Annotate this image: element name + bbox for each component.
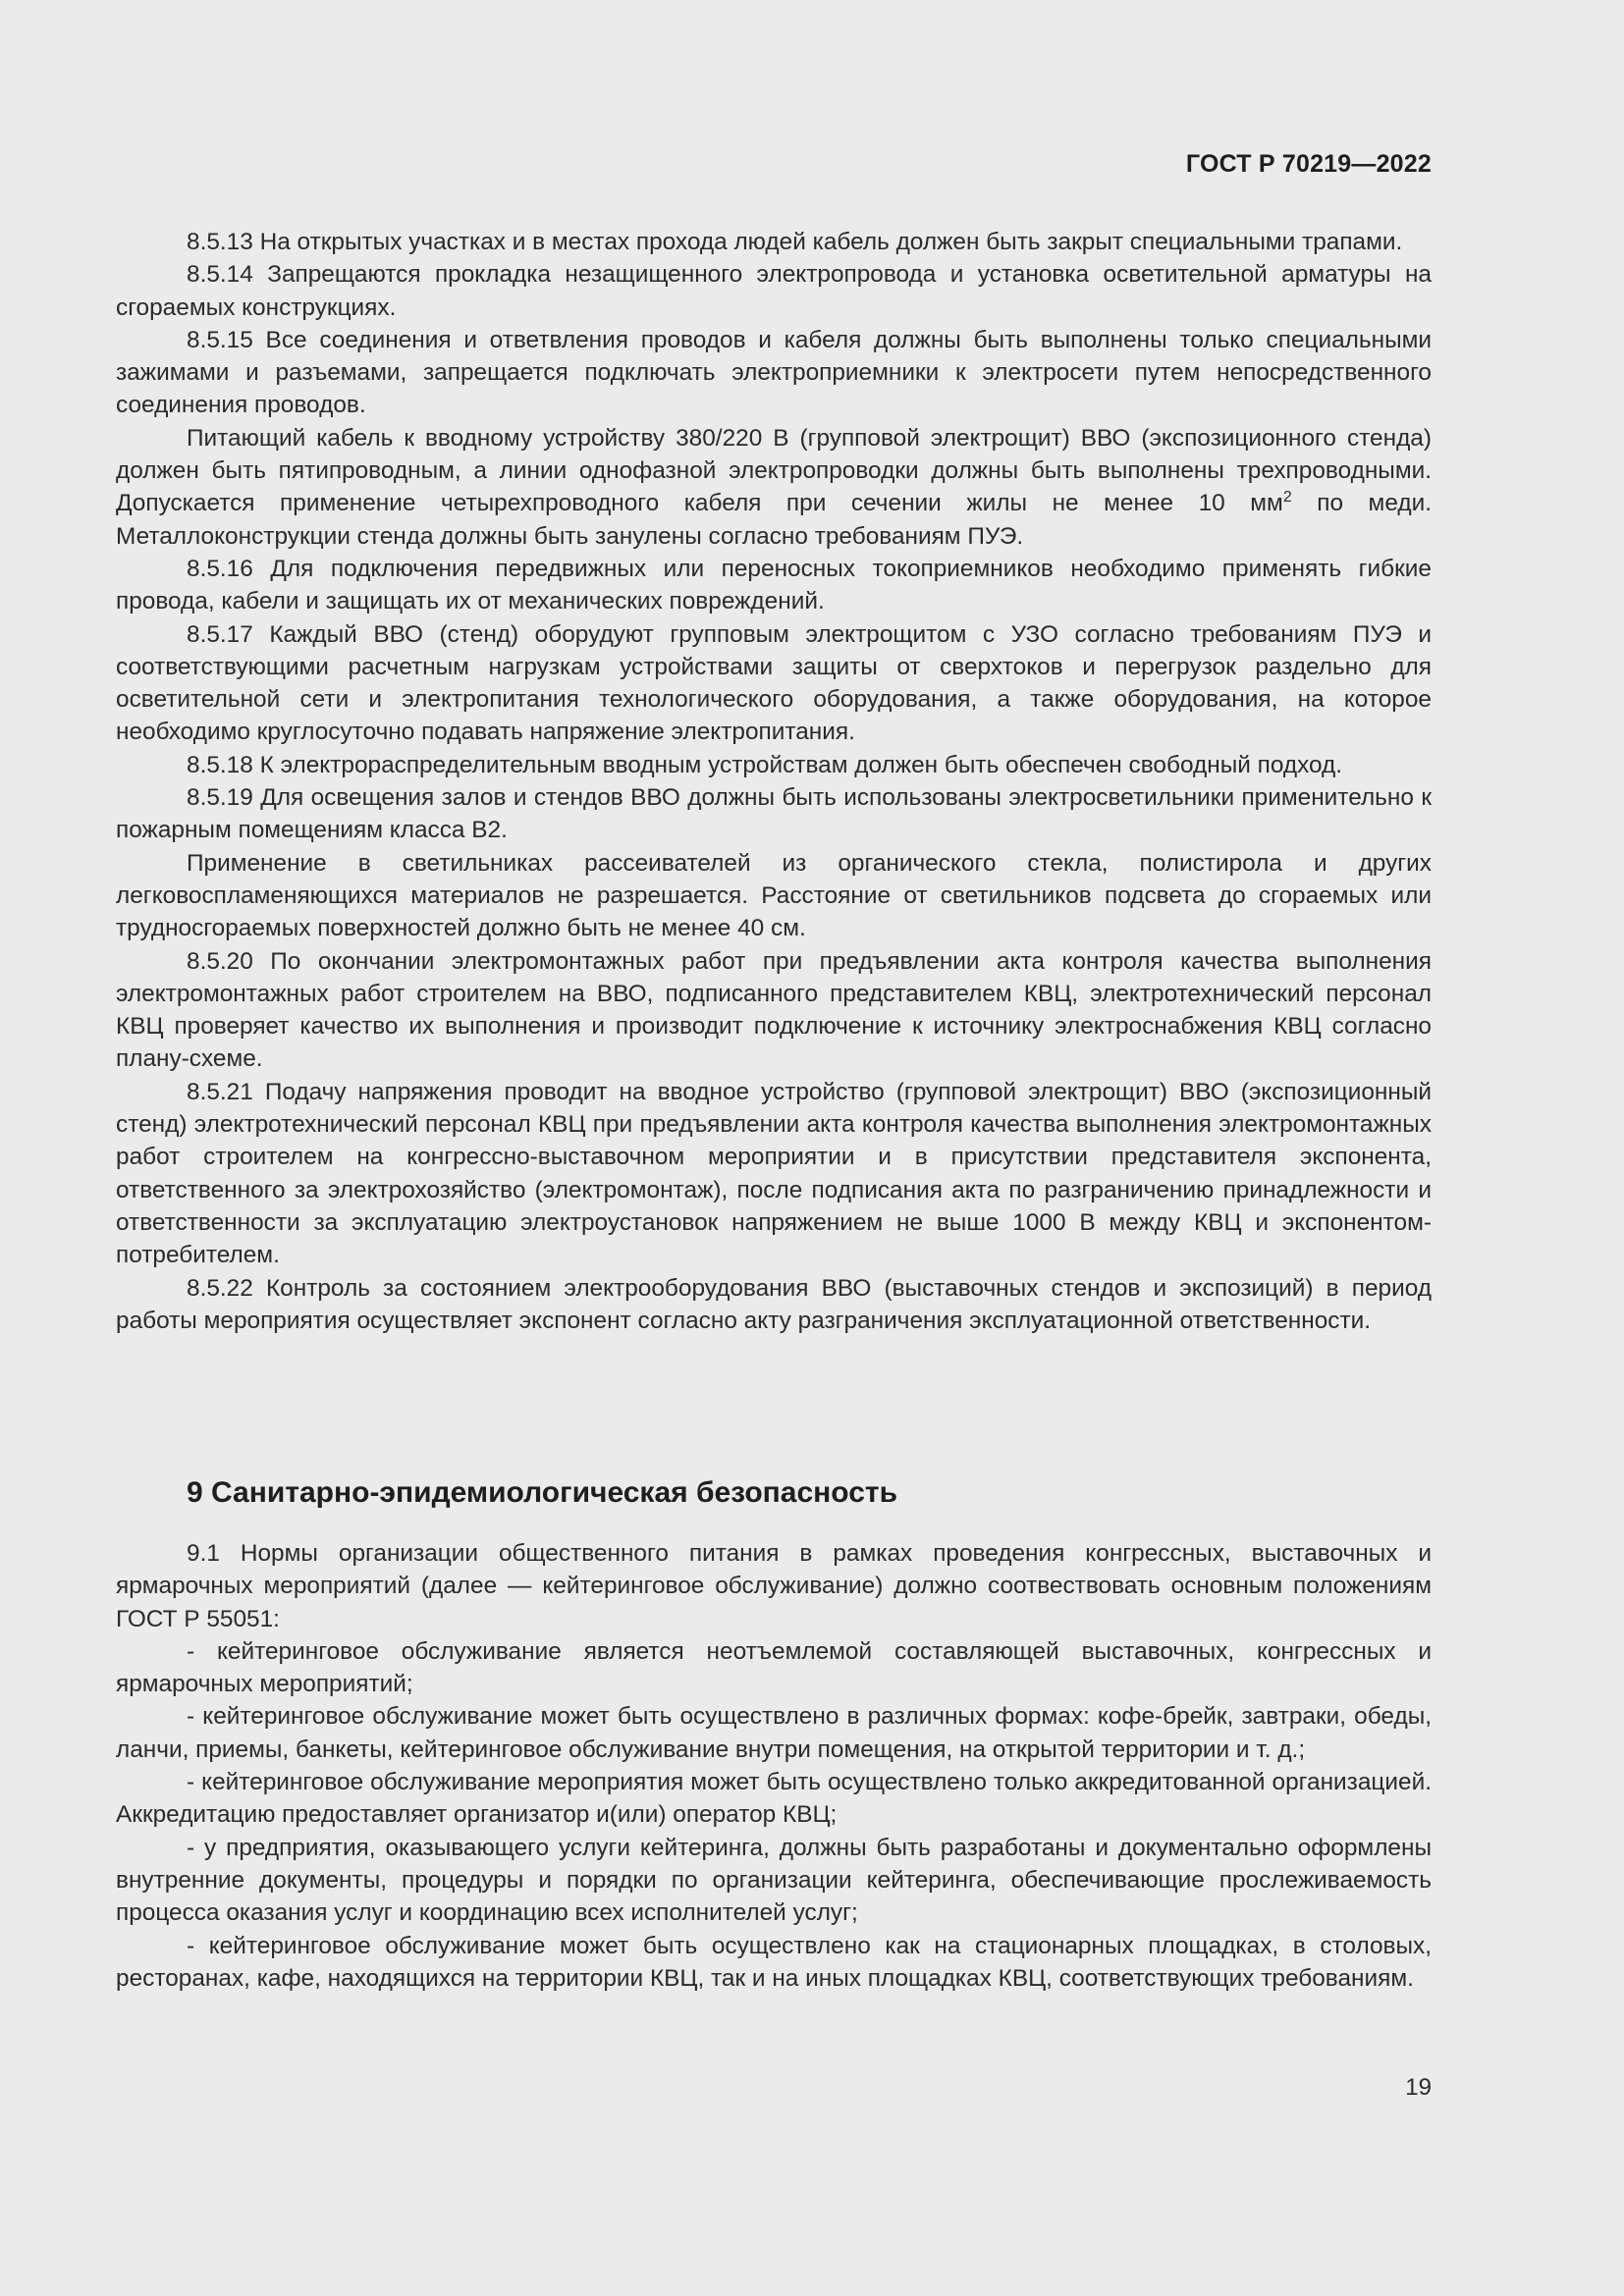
list-item-catering-accreditation: - кейтеринговое обслуживание мероприятия может быть осуществлено только аккредитованной организацией. Аккредитацию предоставляет организатор и(или) оператор КВЦ; [116, 1769, 1432, 1829]
section-9-body [116, 1537, 1432, 1995]
paragraph-8-5-14: 8.5.14 Запрещаются прокладка незащищенного электропровода и установка осветительной арматуры на сгораемых конструкциях. [116, 261, 1432, 321]
paragraph-8-5-21: 8.5.21 Подачу напряжения проводит на вводное устройство (групповой электрощит) ВВО (экспозиционный стенд) электротехнический персонал КВЦ при предъявлении акта контроля качества выполнения электромонтажных работ строителем на конгрессно-выставочном мероприятии и в присутствии представителя экспонента, ответственного за электрохозяйство (электромонтаж), после подписания акта по разграничению принадлежности и ответственности за эксплуатацию электроустановок напряжением не выше 1000 В между КВЦ и экспонентом-потребителем. [116, 1078, 1432, 1269]
list-item-catering-forms: - кейтеринговое обслуживание может быть осуществлено в различных формах: кофе-брейк, завтраки, обеды, ланчи, приемы, банкеты, кейтеринговое обслуживание внутри помещения, на открытой территории и т. д.; [116, 1703, 1432, 1763]
superscript-squared: 2 [1282, 489, 1292, 507]
paragraph-8-5-20: 8.5.20 По окончании электромонтажных работ при предъявлении акта контроля качества выполнения электромонтажных работ строителем на ВВО, подписанного представителем КВЦ, электротехнический персонал КВЦ проверяет качество их выполнения и производит подключение к источнику электроснабжения КВЦ согласно плану-схеме. [116, 947, 1432, 1073]
document-page [116, 0, 1432, 2296]
paragraph-8-5-18: 8.5.18 К электрораспределительным вводным устройствам должен быть обеспечен свободный подход. [187, 751, 1343, 778]
list-item-catering-venues: - кейтеринговое обслуживание может быть осуществлено как на стационарных площадках, в столовых, ресторанах, кафе, находящихся на территории КВЦ, так и на иных площадках КВЦ, соответствующих требованиям. [116, 1932, 1432, 1992]
paragraph-8-5-22: 8.5.22 Контроль за состоянием электрооборудования ВВО (выставочных стендов и экспозиций) в период работы мероприятия осуществляет экспонент согласно акту разграничения эксплуатационной ответственности. [116, 1274, 1432, 1334]
page-number: 19 [1405, 2074, 1432, 2101]
paragraph-lighting-materials: Применение в светильниках рассеивателей из органического стекла, полистирола и других легковоспламеняющихся материалов не разрешается. Расстояние от светильников подсвета до сгораемых или трудносгораемых поверхностей должно быть не менее 40 см. [116, 849, 1432, 942]
cable-text-part-2: по меди. Металлоконструкции стенда должны быть занулены согласно требованиям ПУЭ. [116, 490, 1432, 550]
cable-text-part-1: Питающий кабель к вводному устройству 380/220 В (групповой электрощит) ВВО (экспозиционного стенда) должен быть пятипроводным, а линии однофазной электропроводки должны быть выполнены трехпроводными. Допускается применение четырехпроводного кабеля при сечении жилы не менее 10 мм [116, 424, 1432, 517]
section-9-heading: 9 Санитарно-эпидемиологическая безопасность [187, 1476, 898, 1509]
paragraph-8-5-19: 8.5.19 Для освещения залов и стендов ВВО должны быть использованы электросветильники применительно к пожарным помещениям класса В2. [116, 784, 1432, 844]
paragraph-8-5-15: 8.5.15 Все соединения и ответвления проводов и кабеля должны быть выполнены только специальными зажимами и разъемами, запрещается подключать электроприемники к электросети путем непосредственного соединения проводов. [116, 326, 1432, 419]
paragraph-9-1: 9.1 Нормы организации общественного питания в рамках проведения конгрессных, выставочных и ярмарочных мероприятий (далее — кейтеринговое обслуживание) должно соотвествовать основным положениям ГОСТ Р 55051: [116, 1540, 1432, 1632]
section-8-5-body [116, 226, 1432, 1337]
list-item-catering-integral: - кейтеринговое обслуживание является неотъемлемой составляющей выставочных, конгрессных и ярмарочных мероприятий; [116, 1637, 1432, 1698]
paragraph-8-5-17: 8.5.17 Каждый ВВО (стенд) оборудуют групповым электрощитом с УЗО согласно требованиям ПУЭ и соответствующими расчетным нагрузкам устройствами защиты от сверхтоков и перегрузок раздельно для осветительной сети и электропитания технологического оборудования, а также оборудования, на которое необходимо круглосуточно подавать напряжение электропитания. [116, 620, 1432, 746]
paragraph-cable-requirements [116, 422, 1432, 553]
list-item-catering-documents: - у предприятия, оказывающего услуги кейтеринга, должны быть разработаны и документально оформлены внутренние документы, процедуры и порядки по организации кейтеринга, обеспечивающие прослеживаемость процесса оказания услуг и координацию всех исполнителей услуг; [116, 1834, 1432, 1927]
paragraph-8-5-13: 8.5.13 На открытых участках и в местах прохода людей кабель должен быть закрыт специальными трапами. [187, 229, 1403, 255]
paragraph-8-5-16: 8.5.16 Для подключения передвижных или переносных токоприемников необходимо применять гибкие провода, кабели и защищать их от механических повреждений. [116, 555, 1432, 615]
document-id: ГОСТ Р 70219—2022 [1185, 150, 1432, 178]
